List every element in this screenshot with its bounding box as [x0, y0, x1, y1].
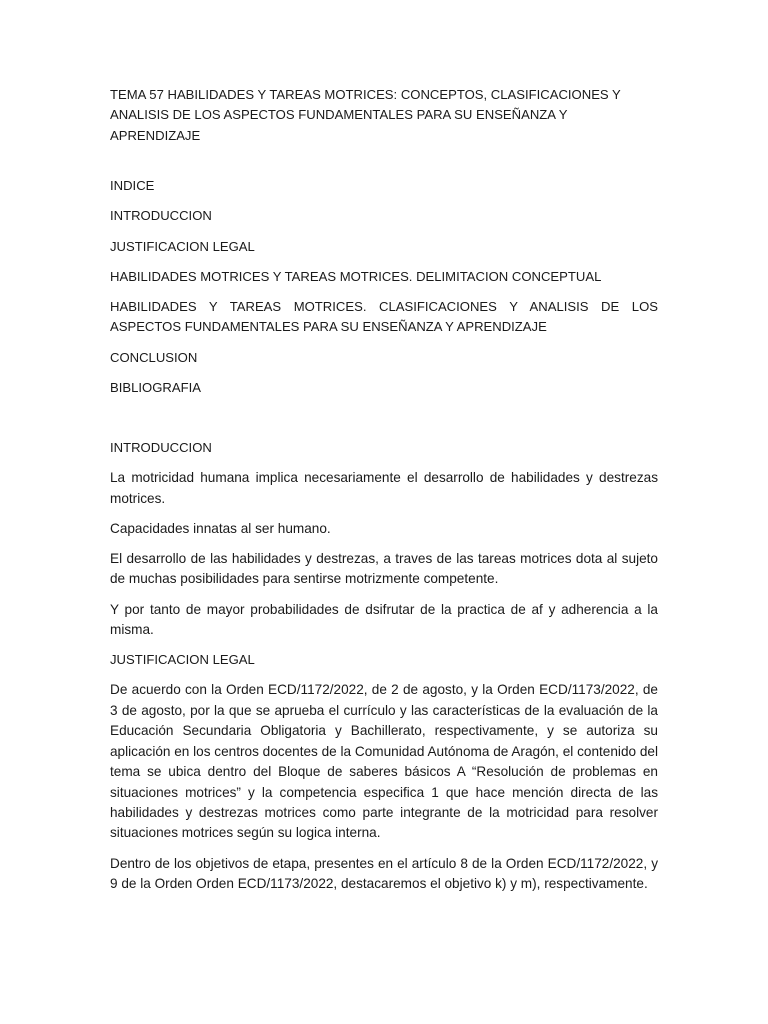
index-item-bibliography: BIBLIOGRAFIA	[110, 379, 201, 395]
spacer	[110, 408, 658, 438]
introduction-paragraph: Y por tanto de mayor probabilidades de dsifrutar de la practica de af y adherencia a la misma.	[110, 601, 658, 638]
legal-heading: JUSTIFICACION LEGAL	[110, 652, 255, 668]
spacer	[110, 146, 658, 176]
legal-paragraph: Dentro de los objetivos de etapa, presentes en el artículo 8 de la Orden ECD/1172/2022, y 9 de la Orden Orden ECD/1173/2022, destacaremos el objetivo k) y m), respectivamente.	[110, 855, 658, 891]
index-item-classifications: HABILIDADES Y TAREAS MOTRICES. CLASIFICACIONES Y ANALISIS DE LOS ASPECTOS FUNDAMENTALES PARA SU ENSEÑANZA Y APRENDIZAJE	[110, 299, 658, 335]
document-page	[110, 85, 658, 904]
introduction-paragraph: La motricidad humana implica necesariamente el desarrollo de habilidades y destrezas motrices.	[110, 470, 658, 506]
index-item-conclusion: CONCLUSION	[110, 349, 198, 365]
index-item-introduction: INTRODUCCION	[110, 208, 212, 224]
document-title: TEMA 57 HABILIDADES Y TAREAS MOTRICES: CONCEPTOS, CLASIFICACIONES Y ANALISIS DE LOS ASPECTOS FUNDAMENTALES PARA SU ENSEÑANZA Y APRENDIZAJE	[110, 87, 621, 143]
introduction-paragraph: Capacidades innatas al ser humano.	[110, 520, 331, 536]
index-item-delimitation: HABILIDADES MOTRICES Y TAREAS MOTRICES. DELIMITACION CONCEPTUAL	[110, 268, 602, 284]
index-item-legal: JUSTIFICACION LEGAL	[110, 238, 255, 254]
index-heading: INDICE	[110, 178, 155, 194]
introduction-paragraph: El desarrollo de las habilidades y destrezas, a traves de las tareas motrices dota al sujeto de muchas posibilidades para sentirse motrizmente competente.	[110, 551, 658, 587]
legal-paragraph: De acuerdo con la Orden ECD/1172/2022, de 2 de agosto, y la Orden ECD/1173/2022, de 3 de agosto, por la que se aprueba el currículo y las características de la evaluación de la Educación Secundaria Obligatoria y Bachillerato, respectivamente, y se autoriza su aplicación en los centros docentes de la Comunidad Autónoma de Aragón, el contenido del tema se ubica dentro del Bloque de saberes básicos A “Resolución de problemas en situaciones motrices” y la competencia especifica 1 que hace mención directa de las habilidades y destrezas motrices como parte integrante de la motricidad para resolver situaciones motrices según su logica interna.	[110, 682, 658, 841]
introduction-heading: INTRODUCCION	[110, 440, 212, 456]
